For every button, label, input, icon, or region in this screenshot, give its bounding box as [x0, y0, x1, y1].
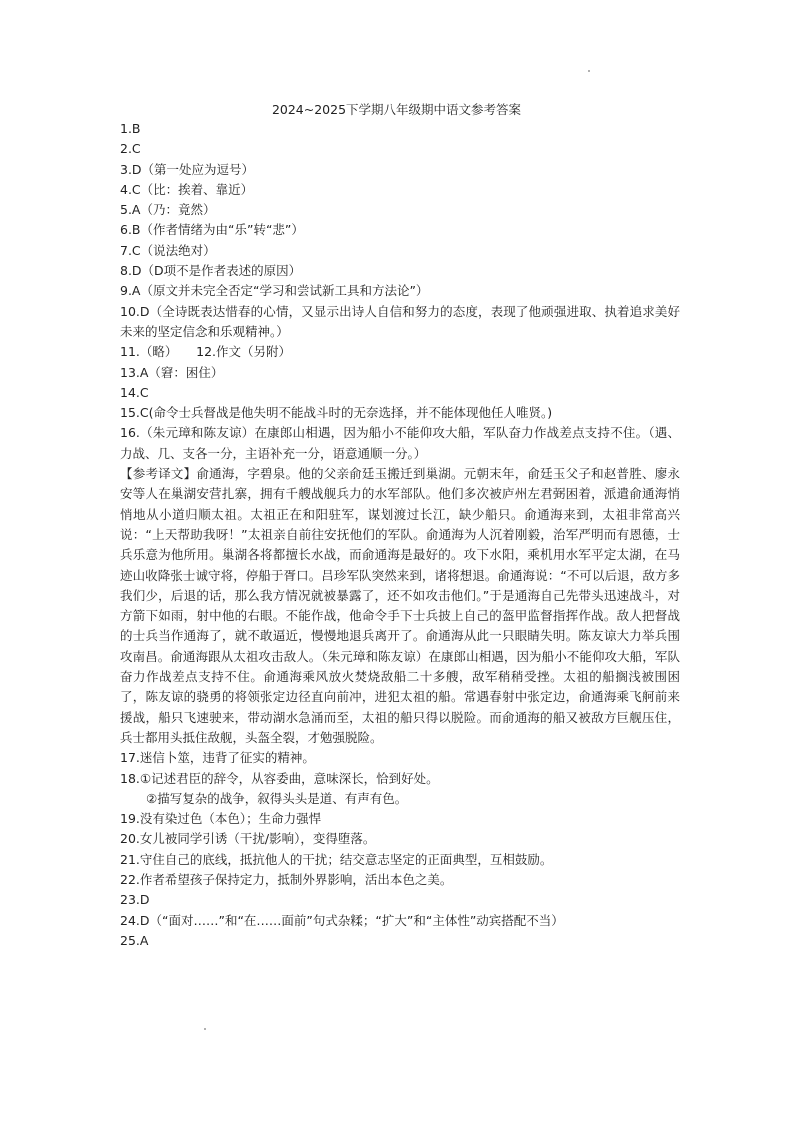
answer-22: 22.作者希望孩子保持定力，抵制外界影响，活出本色之美。 — [120, 871, 453, 887]
answer-19: 19.没有染过色（本色）；生命力强悍 — [120, 811, 322, 827]
answer-16: 16.（朱元璋和陈友谅）在康郎山相遇，因为船小不能仰攻大船，军队奋力作战差点支持不住。（遇、力战、几、支各一分，主语补充一分，语意通顺一分。） — [120, 425, 680, 461]
answer-23: 23.D — [120, 892, 150, 908]
answer-1: 1.B — [120, 121, 141, 136]
answer-18-part-2: ②描写复杂的战争，叙得头头是道、有声有色。 — [146, 790, 408, 806]
answer-14: 14.C — [120, 384, 149, 400]
scan-speck — [588, 70, 590, 72]
answer-8: 8.D（D项不是作者表述的原因） — [120, 263, 302, 279]
answer-3: 3.D（第一处应为逗号） — [120, 161, 255, 177]
answer-9: 9.A（原文并未完全否定“学习和尝试新工具和方法论”） — [120, 283, 429, 299]
answer-4: 4.C（比：挨着、靠近） — [120, 181, 254, 197]
answer-18-part-1: 18.①记述君臣的辞令，从容委曲，意味深长，恰到好处。 — [120, 770, 439, 786]
answer-20: 20.女儿被同学引诱（干扰/影响），变得堕落。 — [120, 831, 376, 847]
reference-translation: 【参考译文】俞通海，字碧泉。他的父亲俞廷玉搬迁到巢湖。元朝末年，俞廷玉父子和赵普胜、廖永安等人在巢湖安营扎寨，拥有千艘战舰兵力的水军部队。他们多次被庐州左君弼困着，派遣俞通海悄悄地从小道归顺太祖。太祖正在和阳驻军，谋划渡过长江，缺少船只。俞通海来到，太祖非常高兴说：“上天帮助我呀！”太祖亲自前往安抚他们的军队。俞通海为人沉着刚毅，治军严明而有恩德，士兵乐意为他所用。巢湖各将都擅长水战，而俞通海是最好的。攻下水阳，乘机用水军平定太湖，在马迹山收降张士诚守将，停船于胥口。吕珍军队突然来到，诸将想退。俞通海说：“不可以后退，敌方多我们少，后退的话，那么我方情况就被暴露了，还不如攻击他们。”于是通海自己先带头迅速战斗，对方箭下如雨，射中他的右眼。不能作战，他命令手下士兵披上自己的盔甲监督指挥作战。敌人把督战的士兵当作通海了，就不敢逼近，慢慢地退兵离开了。俞通海从此一只眼睛失明。陈友谅大力举兵围攻南昌。俞通海跟从太祖攻击敌人。（朱元璋和陈友谅）在康郎山相遇，因为船小不能仰攻大船，军队奋力作战差点支持不住。俞通海乘风放火焚烧敌船二十多艘，敌军稍稍受挫。太祖的船搁浅被围困了，陈友谅的骁勇的将领张定边径直向前冲，进犯太祖的船。常遇春射中张定边，俞通海乘飞舸前来援战，船只飞速驶来，带动湖水急涌而至，太祖的船只得以脱险。而俞通海的船又被敌方巨舰压住，兵士都用头抵住敌舰，头盔全裂，才勉强脱险。 — [120, 466, 680, 745]
answer-5: 5.A（乃：竟然） — [120, 202, 216, 218]
answer-24: 24.D（“面对……”和“在……面前”句式杂糅；“扩大”和“主体性”动宾搭配不当） — [120, 912, 564, 928]
answer-17: 17.迷信卜筮，违背了征实的精神。 — [120, 750, 315, 766]
answer-7: 7.C（说法绝对） — [120, 242, 216, 258]
answer-11-12: 11.（略） 12.作文（另附） — [120, 344, 292, 360]
answer-6: 6.B（作者情绪为由“乐”转“悲”） — [120, 222, 304, 238]
scan-speck — [204, 1028, 206, 1030]
answer-15: 15.C(命令士兵督战是他失明不能战斗时的无奈选择，并不能体现他任人唯贤。) — [120, 405, 553, 421]
answer-2: 2.C — [120, 141, 141, 157]
answer-10: 10.D（全诗既表达惜春的心情，又显示出诗人自信和努力的态度，表现了他顽强进取、执着追求美好未来的坚定信念和乐观精神。） — [120, 303, 680, 339]
document-title: 2024~2025下学期八年级期中语文参考答案 — [271, 102, 522, 117]
answer-list — [120, 119, 680, 951]
answer-21: 21.守住自己的底线，抵抗他人的干扰；结交意志坚定的正面典型，互相鼓励。 — [120, 851, 553, 867]
answer-13: 13.A（窘：困住） — [120, 364, 224, 380]
answer-25: 25.A — [120, 932, 149, 948]
